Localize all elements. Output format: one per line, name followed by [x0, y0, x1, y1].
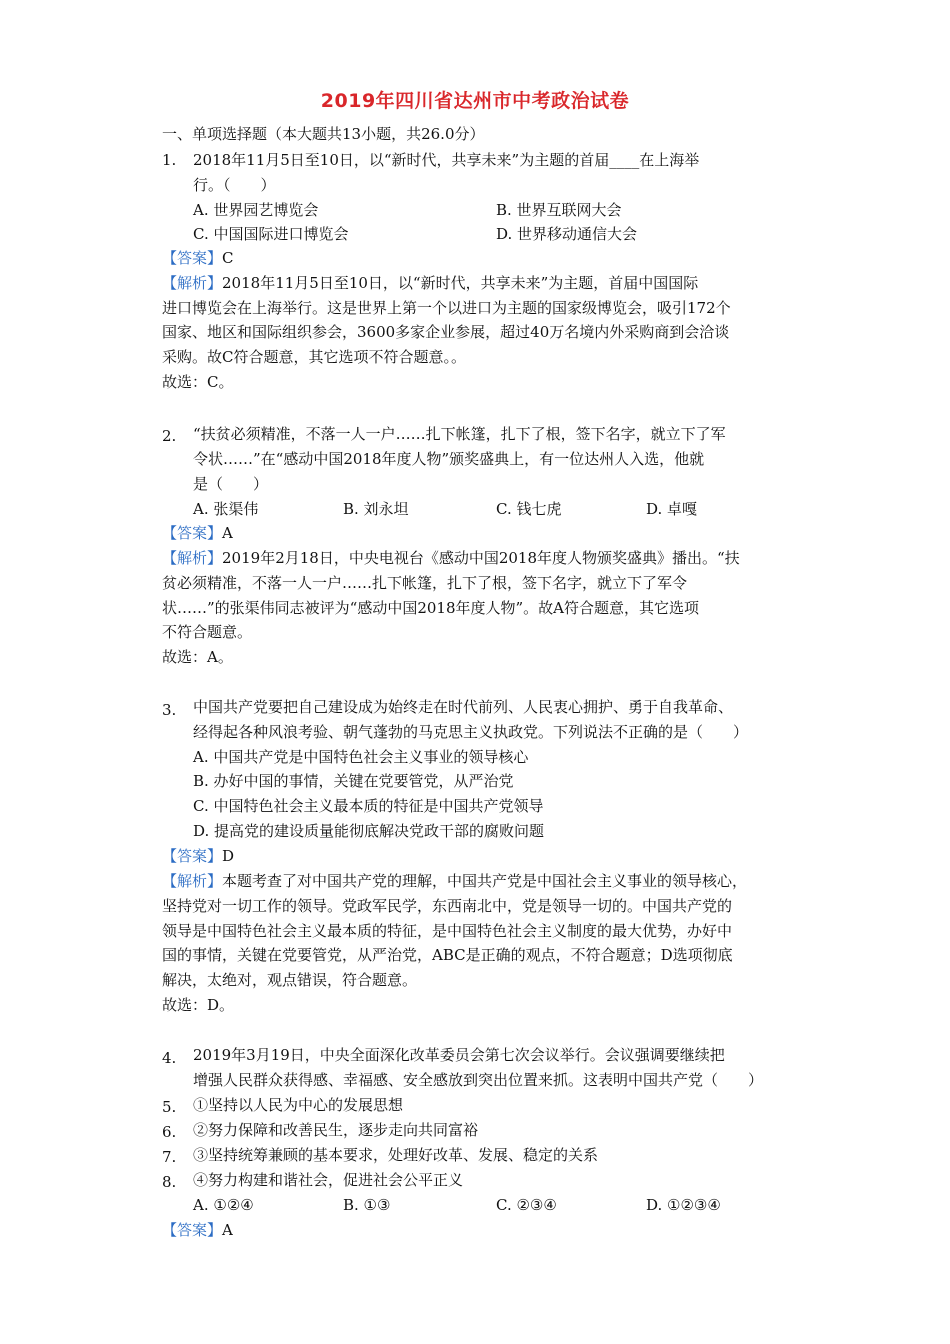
- analysis-text: 不符合题意。: [162, 623, 253, 641]
- question-number: 2.: [162, 427, 177, 445]
- analysis-tag: 【解析】: [162, 274, 223, 292]
- option-a: A. 张渠伟: [193, 500, 259, 518]
- option-c: C. 中国特色社会主义最本质的特征是中国共产党领导: [193, 797, 544, 815]
- option-c: C. ②③④: [496, 1196, 557, 1214]
- option-d: D. 卓嘎: [646, 500, 698, 518]
- option-c: C. 钱七虎: [496, 500, 562, 518]
- analysis-text: 2019年2月18日，中央电视台《感动中国2018年度人物颁奖盛典》播出。“扶: [222, 549, 740, 567]
- answer-value: D: [222, 847, 235, 865]
- analysis-text: 进口博览会在上海举行。这是世界上第一个以进口为主题的国家级博览会，吸引172个: [162, 299, 731, 317]
- choose-line: 故选：D。: [162, 996, 235, 1014]
- item-number: 8.: [162, 1173, 177, 1191]
- item-number: 5.: [162, 1098, 177, 1116]
- answer-value: A: [222, 524, 233, 542]
- question-stem: 是（ ）: [193, 475, 269, 493]
- option-a: A. 中国共产党是中国特色社会主义事业的领导核心: [193, 748, 529, 766]
- question-stem: 2018年11月5日至10日，以“新时代，共享未来”为主题的首届____在上海举: [193, 151, 700, 169]
- answer-line: [162, 846, 234, 866]
- answer-line: [162, 1220, 233, 1240]
- answer-tag: 【答案】: [162, 847, 223, 865]
- answer-value: C: [222, 249, 234, 267]
- option-b: B. 办好中国的事情，关键在党要管党，从严治党: [193, 772, 514, 790]
- option-d: D. 提高党的建设质量能彻底解决党政干部的腐败问题: [193, 822, 545, 840]
- question-stem: “扶贫必须精准，不落一人一户……扎下帐篷，扎下了根，签下名字，就立下了军: [193, 425, 726, 443]
- answer-value: A: [222, 1221, 233, 1239]
- page-title: 2019年四川省达州市中考政治试卷: [320, 90, 630, 112]
- list-item: ③坚持统筹兼顾的基本要求，处理好改革、发展、稳定的关系: [193, 1146, 599, 1164]
- option-c: C. 中国国际进口博览会: [193, 225, 349, 243]
- item-number: 6.: [162, 1123, 177, 1141]
- item-number: 7.: [162, 1148, 177, 1166]
- question-number: 3.: [162, 701, 177, 719]
- question-number: 4.: [162, 1049, 177, 1067]
- analysis-text: 领导是中国特色社会主义最本质的特征，是中国特色社会主义制度的最大优势，办好中: [162, 922, 733, 940]
- question-stem: 增强人民群众获得感、幸福感、安全感放到突出位置来抓。这表明中国共产党（ ）: [193, 1071, 764, 1089]
- analysis-text: 采购。故C符合题意，其它选项不符合题意。。: [162, 348, 466, 366]
- question-stem: 中国共产党要把自己建设成为始终走在时代前列、人民衷心拥护、勇于自我革命、: [193, 698, 734, 716]
- option-b: B. ①③: [343, 1196, 391, 1214]
- list-item: ②努力保障和改善民生，逐步走向共同富裕: [193, 1121, 479, 1139]
- option-d: D. 世界移动通信大会: [496, 225, 638, 243]
- analysis-line: [162, 273, 698, 293]
- answer-line: [162, 523, 233, 543]
- choose-line: 故选：C。: [162, 373, 234, 391]
- question-number: 1.: [162, 151, 177, 169]
- analysis-text: 状……”的张渠伟同志被评为“感动中国2018年度人物”。故A符合题意，其它选项: [162, 599, 700, 617]
- analysis-tag: 【解析】: [162, 872, 223, 890]
- question-stem: 行。（ ）: [193, 176, 276, 194]
- answer-line: [162, 248, 234, 268]
- analysis-text: 国家、地区和国际组织参会，3600多家企业参展，超过40万名境内外采购商到会洽谈: [162, 323, 730, 341]
- answer-tag: 【答案】: [162, 524, 223, 542]
- list-item: ④努力构建和谐社会，促进社会公平正义: [193, 1171, 464, 1189]
- option-d: D. ①②③④: [646, 1196, 721, 1214]
- question-stem: 2019年3月19日，中央全面深化改革委员会第七次会议举行。会议强调要继续把: [193, 1046, 725, 1064]
- analysis-text: 国的事情，关键在党要管党，从严治党，ABC是正确的观点，不符合题意；D选项彻底: [162, 946, 733, 964]
- section-heading: 一、单项选择题（本大题共13小题，共26.0分）: [162, 125, 485, 143]
- option-b: B. 刘永坦: [343, 500, 409, 518]
- analysis-tag: 【解析】: [162, 549, 223, 567]
- analysis-line: [162, 548, 740, 568]
- choose-line: 故选：A。: [162, 648, 233, 666]
- analysis-text: 贫必须精准，不落一人一户……扎下帐篷，扎下了根，签下名字，就立下了军令: [162, 574, 688, 592]
- analysis-line: [162, 871, 747, 891]
- option-b: B. 世界互联网大会: [496, 201, 622, 219]
- list-item: ①坚持以人民为中心的发展思想: [193, 1096, 404, 1114]
- question-stem: 令状……”在“感动中国2018年度人物”颁奖盛典上，有一位达州人入选，他就: [193, 450, 705, 468]
- answer-tag: 【答案】: [162, 249, 223, 267]
- analysis-text: 解决，太绝对，观点错误，符合题意。: [162, 971, 418, 989]
- analysis-text: 坚持党对一切工作的领导。党政军民学，东西南北中，党是领导一切的。中国共产党的: [162, 897, 733, 915]
- answer-tag: 【答案】: [162, 1221, 223, 1239]
- question-stem: 经得起各种风浪考验、朝气蓬勃的马克思主义执政党。下列说法不正确的是（ ）: [193, 723, 749, 741]
- analysis-text: 本题考查了对中国共产党的理解，中国共产党是中国社会主义事业的领导核心，: [222, 872, 748, 890]
- option-a: A. 世界园艺博览会: [193, 201, 319, 219]
- option-a: A. ①②④: [193, 1196, 254, 1214]
- analysis-text: 2018年11月5日至10日，以“新时代，共享未来”为主题，首届中国国际: [222, 274, 699, 292]
